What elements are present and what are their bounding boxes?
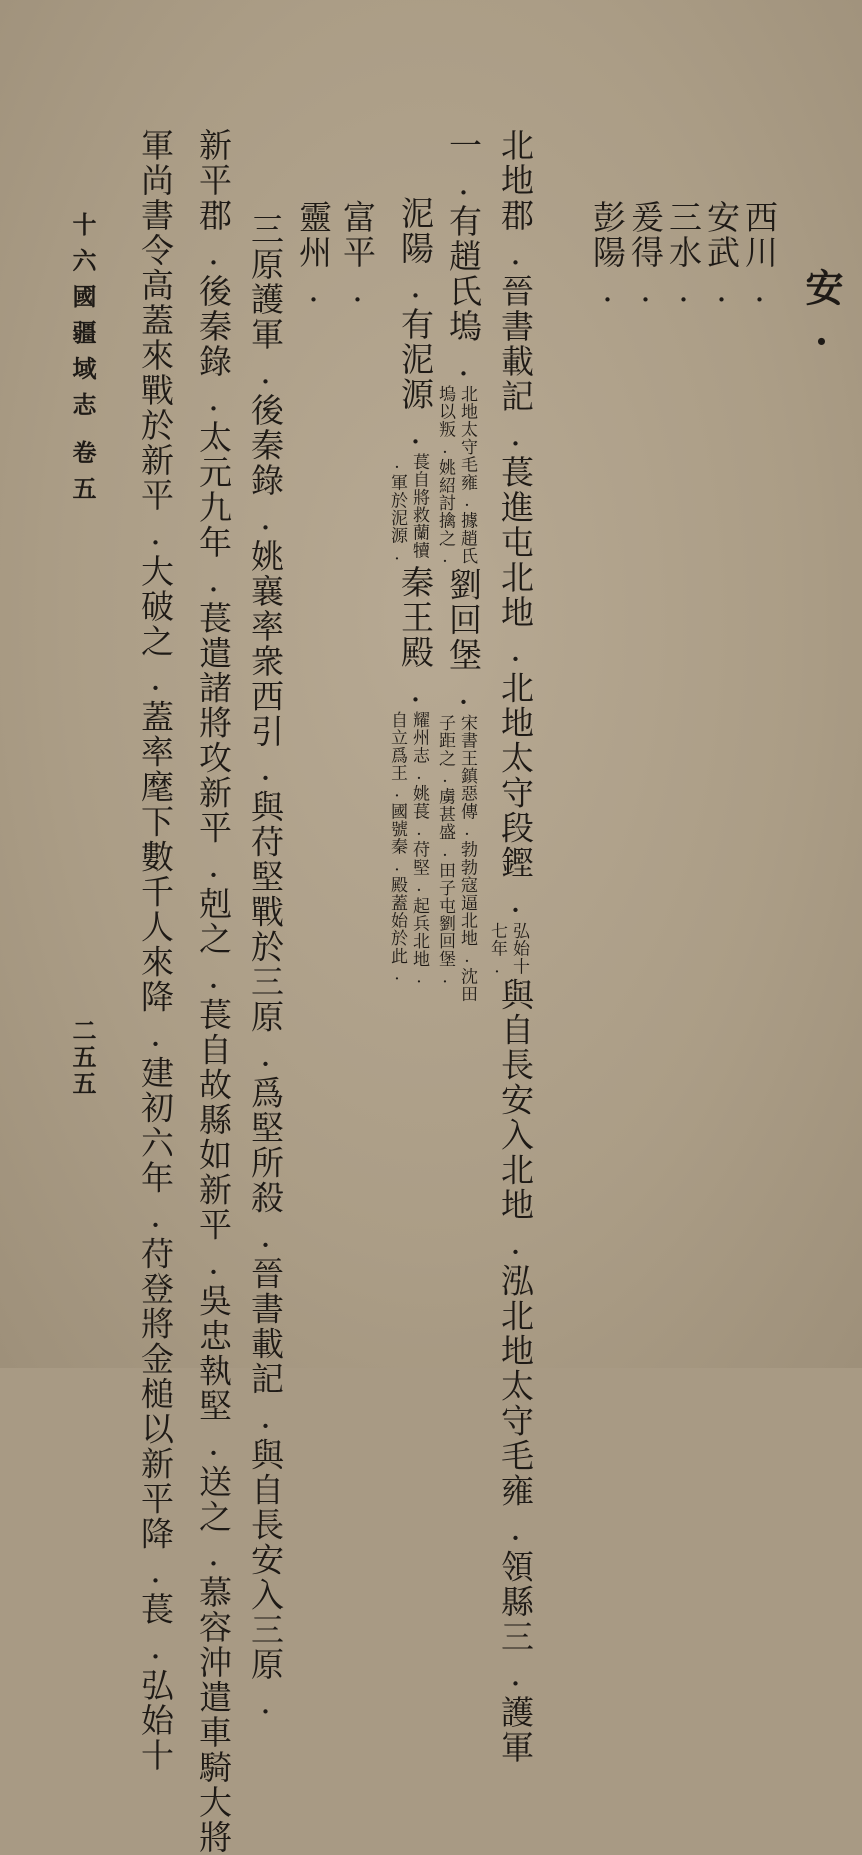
line3-main-a: 泥陽.有泥源. — [396, 196, 435, 453]
place-pengyang: 彭陽. — [588, 200, 627, 311]
beidi-main-b: 與自長安入北地.泓北地太守毛雍.領縣三.護軍 — [496, 977, 535, 1766]
line3-note-a: 萇自將救蘭犢 .軍於泥源. — [387, 452, 429, 565]
place-yuande: 爰得. — [626, 200, 665, 311]
volume-label: 卷五 — [68, 440, 97, 512]
place-xichuan: 西川. — [740, 200, 779, 311]
line3-note-b: 耀州志.姚萇.苻堅.起兵北地. 自立爲王.國號秦.殿蓋始於此. — [387, 710, 429, 989]
place-anwu: 安武. — [702, 200, 741, 311]
line2-main-a: 一.有趙氏塢. — [444, 128, 483, 385]
beidi-column — [484, 128, 535, 1766]
line2-note-b: 宋書王鎮惡傳.勃勃寇逼北地.沈田 子距之.虜甚盛.田子屯劉回堡. — [435, 713, 477, 1003]
place-fuping: 富平. — [338, 200, 377, 311]
line3-main-b: 秦王殿. — [396, 564, 435, 711]
niyang-column — [384, 196, 435, 989]
zhao-fort-column — [432, 128, 483, 1003]
page-number: 二五五 — [68, 1018, 97, 1098]
xinping-column-1: 新平郡.後秦錄.太元九年.萇遣諸將攻新平.剋之.萇自故縣如新平.吳忠執堅.送之.慕容沖遣車騎大將 — [194, 128, 233, 1855]
line2-note-a: 北地太守毛雍.據趙氏 塢以叛.姚紹討擒之. — [435, 384, 477, 568]
sanyuan-column: 三原護軍.後秦錄.姚襄率衆西引.與苻堅戰於三原.爲堅所殺.晉書載記.與自長安入三原. — [246, 212, 285, 1724]
place-sanshui: 三水. — [664, 200, 703, 311]
heading: 安. — [799, 268, 844, 356]
line2-main-b: 劉回堡. — [444, 567, 483, 714]
place-lingzhou: 靈州. — [294, 200, 333, 311]
book-title: 十六國疆域志 — [68, 212, 97, 428]
xinping-column-2: 軍尚書令高蓋來戰於新平.大破之.蓋率麾下數千人來降.建初六年.苻登將金槌以新平降.萇.弘始十 — [136, 128, 175, 1774]
beidi-main-a: 北地郡.晉書載記.萇進屯北地.北地太守段鏗. — [496, 128, 535, 922]
beidi-note-a: 弘始十 七年. — [487, 921, 529, 978]
